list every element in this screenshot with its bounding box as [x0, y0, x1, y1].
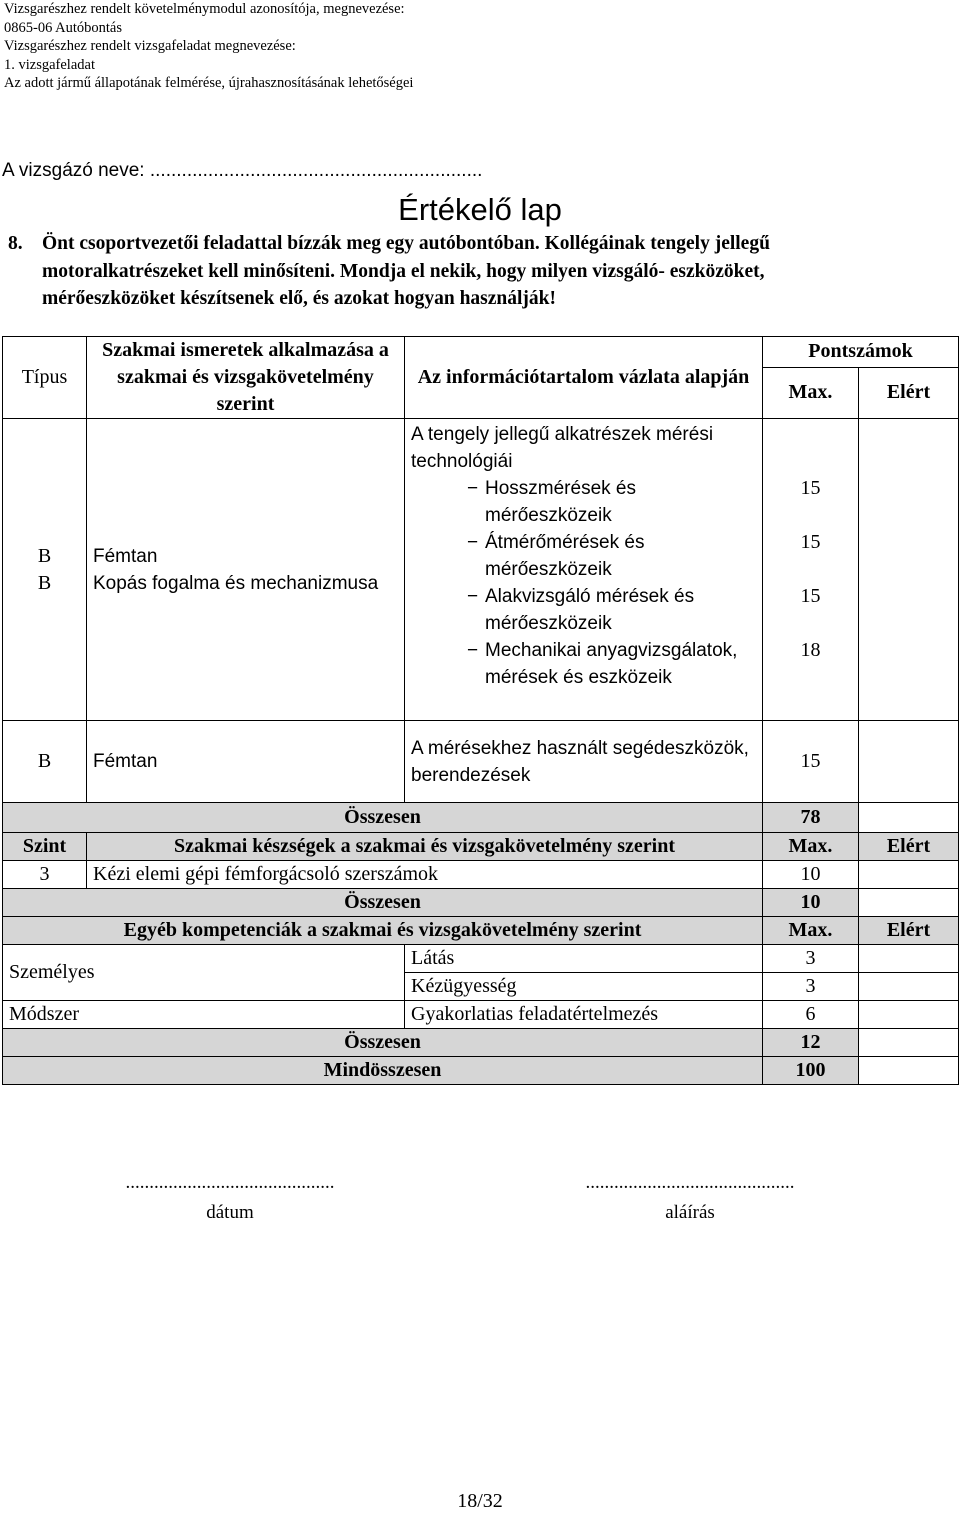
max-value: 3: [763, 973, 859, 1001]
info-cell: [405, 419, 763, 721]
max-value: 15: [763, 721, 859, 803]
header-szint: Szint: [3, 833, 87, 861]
header-elert: Elért: [859, 833, 959, 861]
header-szakmai-ismeretek: Szakmai ismeretek alkalmazása a szakmai és vizsgakövetelmény szerint: [87, 337, 405, 419]
header-max: Max.: [763, 833, 859, 861]
achieved-input[interactable]: [859, 973, 959, 1001]
list-item: − Átmérőmérések és mérőeszközeik: [467, 529, 756, 583]
list-item-text: Hosszmérések és mérőeszközeik: [485, 478, 636, 526]
max-value: 15: [800, 585, 821, 607]
header-line: 1. vizsgafeladat: [4, 56, 95, 73]
header-elert: Elért: [859, 917, 959, 945]
page-number: 18/32: [457, 1490, 503, 1512]
date-label: dátum: [206, 1202, 254, 1223]
date-field[interactable]: [90, 1168, 370, 1228]
list-item: − Alakvizsgáló mérések és mérőeszközeik: [467, 583, 756, 637]
info-text: A mérésekhez használt segédeszközök, berendezések: [405, 721, 763, 803]
signature-label: aláírás: [665, 1202, 715, 1223]
grand-total-label: Mindösszesen: [3, 1057, 763, 1085]
max-value: 15: [800, 531, 821, 553]
document-header: [4, 0, 413, 93]
sum-value: 12: [763, 1029, 859, 1057]
topic: Fémtan: [93, 545, 158, 567]
header-max: Max.: [763, 917, 859, 945]
page-title: Értékelő lap: [398, 192, 562, 227]
skill-text: Kézi elemi gépi fémforgácsoló szerszámok: [87, 861, 763, 889]
header-szakmai-keszsegek: Szakmai készségek a szakmai és vizsgakövetelmény szerint: [87, 833, 763, 861]
signature-dots: ............................................: [585, 1172, 795, 1193]
task-text-line: mérőeszközöket készítsenek elő, és azokat hogyan használják!: [42, 288, 556, 309]
info-intro: A tengely jellegű alkatrészek mérési technológiái: [411, 424, 714, 472]
header-informacio: Az információtartalom vázlata alapján: [405, 337, 763, 419]
competence-item: Gyakorlatias feladatértelmezés: [405, 1001, 763, 1029]
header-elert: Elért: [859, 367, 959, 418]
type-cell: [3, 419, 87, 721]
max-value: 3: [763, 945, 859, 973]
sum-value: 10: [763, 889, 859, 917]
header-max: Max.: [763, 367, 859, 418]
max-value: 10: [763, 861, 859, 889]
achieved-input[interactable]: [859, 803, 959, 833]
list-item: − Mechanikai anyagvizsgálatok, mérések és eszközeik: [467, 637, 756, 691]
header-line: Az adott jármű állapotának felmérése, újrahasznosításának lehetőségei: [4, 75, 414, 92]
header-line: Vizsgarészhez rendelt vizsgafeladat megnevezése:: [4, 38, 296, 55]
skill-level: 3: [3, 861, 87, 889]
sum-label: Összesen: [3, 889, 763, 917]
grand-total-value: 100: [763, 1057, 859, 1085]
header-line: 0865-06 Autóbontás: [4, 19, 123, 36]
competence-category: Személyes: [3, 945, 405, 1001]
signature-field[interactable]: [550, 1168, 830, 1228]
list-item-text: Átmérőmérések és mérőeszközeik: [485, 532, 645, 580]
topic-cell: [87, 419, 405, 721]
list-item-text: Mechanikai anyagvizsgálatok, mérések és eszközeik: [485, 640, 738, 688]
achieved-input[interactable]: [859, 721, 959, 803]
sum-label: Összesen: [3, 803, 763, 833]
sum-value: 78: [763, 803, 859, 833]
header-tipus: Típus: [3, 337, 87, 419]
max-cell: [763, 419, 859, 721]
task-description: [8, 230, 950, 313]
achieved-input[interactable]: [859, 1001, 959, 1029]
max-value: 15: [800, 477, 821, 499]
competence-item: Kézügyesség: [405, 973, 763, 1001]
achieved-input[interactable]: [859, 419, 959, 721]
topic: Fémtan: [87, 721, 405, 803]
evaluation-table: [2, 336, 959, 1085]
task-number: 8.: [8, 233, 23, 254]
achieved-input[interactable]: [859, 945, 959, 973]
task-text-line: Önt csoportvezetői feladattal bízzák meg egy autóbontóban. Kollégáinak tengely jellegű: [42, 233, 770, 254]
examinee-name-field[interactable]: A vizsgázó neve: ...............................................................: [2, 160, 483, 181]
header-pontszamok: Pontszámok: [763, 337, 959, 368]
max-value: 6: [763, 1001, 859, 1029]
header-line: Vizsgarészhez rendelt követelménymodul azonosítója, megnevezése:: [4, 1, 405, 17]
achieved-input[interactable]: [859, 1057, 959, 1085]
type-code: B: [37, 571, 52, 594]
achieved-input[interactable]: [859, 889, 959, 917]
type-code: B: [37, 544, 52, 567]
type-code: B: [3, 721, 87, 803]
task-text-line: motoralkatrészeket kell minősíteni. Mondja el nekik, hogy milyen vizsgáló- eszközöket,: [42, 260, 765, 282]
list-item-text: Alakvizsgáló mérések és mérőeszközeik: [485, 586, 695, 634]
achieved-input[interactable]: [859, 861, 959, 889]
max-value: 18: [800, 639, 821, 661]
sum-label: Összesen: [3, 1029, 763, 1057]
list-item: − Hosszmérések és mérőeszközeik: [467, 475, 756, 529]
header-egyeb-kompetenciak: Egyéb kompetenciák a szakmai és vizsgakövetelmény szerint: [3, 917, 763, 945]
competence-item: Látás: [405, 945, 763, 973]
topic: Kopás fogalma és mechanizmusa: [93, 572, 379, 594]
competence-category: Módszer: [3, 1001, 405, 1029]
date-dots: ............................................: [125, 1172, 335, 1193]
achieved-input[interactable]: [859, 1029, 959, 1057]
